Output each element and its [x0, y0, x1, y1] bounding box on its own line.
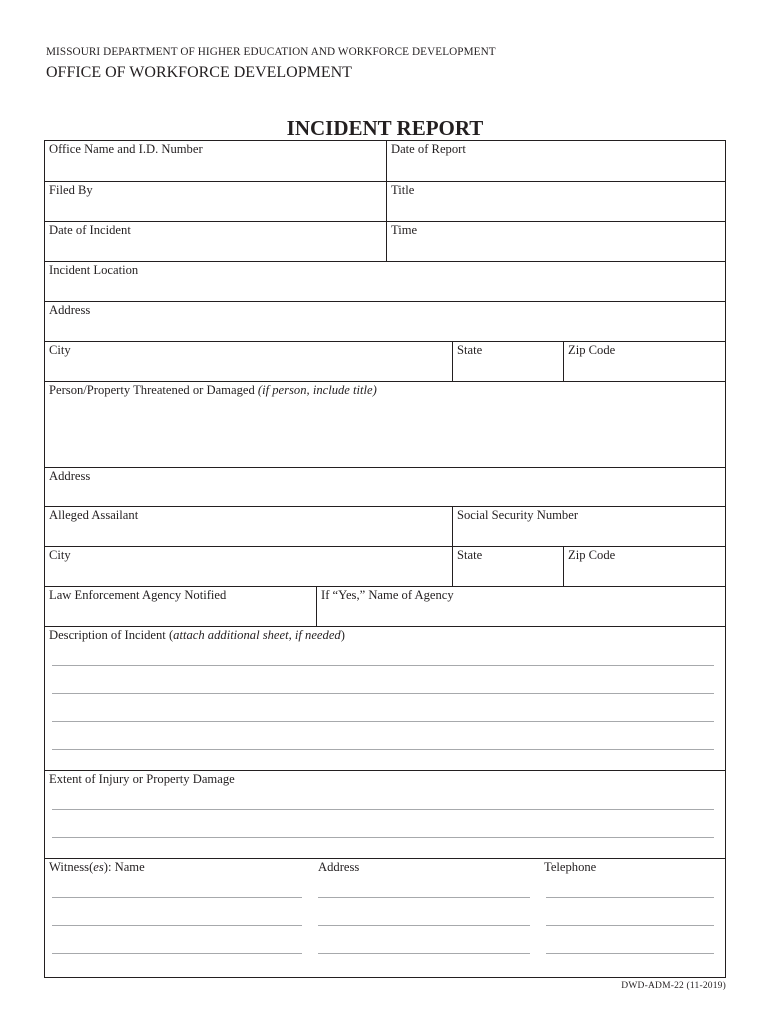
extent-label: Extent of Injury or Property Damage	[49, 772, 235, 786]
zip-code-label: Zip Code	[568, 343, 616, 357]
description-writing-line[interactable]	[52, 693, 714, 694]
witness-name-label	[49, 860, 145, 875]
witness-prefix: Witness(	[49, 860, 94, 874]
witness-telephone-line[interactable]	[546, 953, 714, 954]
agency-name-field[interactable]	[316, 587, 725, 626]
date-of-incident-label: Date of Incident	[49, 223, 131, 237]
person-property-label	[49, 383, 377, 398]
office-name-field[interactable]	[45, 141, 386, 181]
person-address-field[interactable]	[45, 468, 725, 507]
description-writing-line[interactable]	[52, 721, 714, 722]
date-of-report-field[interactable]	[386, 141, 725, 181]
assailant-city-label: City	[49, 548, 71, 562]
person-address-label: Address	[49, 469, 91, 483]
ssn-label: Social Security Number	[457, 508, 579, 522]
alleged-assailant-label: Alleged Assailant	[49, 508, 139, 522]
row-office	[45, 141, 725, 182]
filed-by-label: Filed By	[49, 183, 93, 197]
title-field[interactable]	[386, 182, 725, 221]
agency-name-label: If “Yes,” Name of Agency	[321, 588, 454, 602]
description-label	[49, 628, 345, 643]
row-filed-by	[45, 182, 725, 222]
witness-name-line[interactable]	[52, 953, 302, 954]
incident-location-field[interactable]	[45, 262, 725, 302]
time-label: Time	[391, 223, 418, 237]
person-property-field[interactable]	[45, 382, 725, 468]
witness-section	[45, 859, 725, 977]
row-city-2	[45, 547, 725, 587]
witness-address-line[interactable]	[318, 953, 530, 954]
witness-suffix: ): Name	[103, 860, 145, 874]
state-field[interactable]	[452, 342, 563, 381]
description-hint-open: (	[168, 628, 174, 642]
address-label: Address	[49, 303, 91, 317]
title-label: Title	[391, 183, 415, 197]
office-name-label: Office Name and I.D. Number	[49, 142, 203, 156]
witness-name-line[interactable]	[52, 897, 302, 898]
description-writing-line[interactable]	[52, 665, 714, 666]
assailant-state-label: State	[457, 548, 483, 562]
assailant-city-field[interactable]	[45, 547, 452, 586]
witness-name-line[interactable]	[52, 925, 302, 926]
row-law-enforcement	[45, 587, 725, 627]
witness-telephone-line[interactable]	[546, 897, 714, 898]
description-writing-line[interactable]	[52, 749, 714, 750]
office-heading: OFFICE OF WORKFORCE DEVELOPMENT	[46, 64, 352, 81]
form-title: INCIDENT REPORT	[286, 116, 484, 140]
description-text: Description of Incident	[49, 628, 169, 642]
person-property-text: Person/Property Threatened or Damaged	[49, 383, 258, 397]
time-field[interactable]	[386, 222, 725, 261]
row-city	[45, 342, 725, 382]
witness-telephone-label: Telephone	[544, 860, 597, 874]
extent-field[interactable]	[45, 771, 725, 859]
description-field[interactable]	[45, 627, 725, 771]
description-hint: attach additional sheet, if needed	[173, 628, 341, 642]
filed-by-field[interactable]	[45, 182, 386, 221]
description-hint-close: )	[340, 628, 345, 642]
assailant-zip-field[interactable]	[563, 547, 725, 586]
city-field[interactable]	[45, 342, 452, 381]
date-of-incident-field[interactable]	[45, 222, 386, 261]
alleged-assailant-field[interactable]	[45, 507, 452, 546]
witness-es: es	[93, 860, 104, 874]
extent-writing-line[interactable]	[52, 809, 714, 810]
form-code: DWD-ADM-22 (11-2019)	[621, 981, 726, 991]
ssn-field[interactable]	[452, 507, 725, 546]
state-label: State	[457, 343, 483, 357]
extent-writing-line[interactable]	[52, 837, 714, 838]
zip-code-field[interactable]	[563, 342, 725, 381]
assailant-state-field[interactable]	[452, 547, 563, 586]
city-label: City	[49, 343, 71, 357]
agency-heading: MISSOURI DEPARTMENT OF HIGHER EDUCATION AND WORKFORCE DEVELOPMENT	[46, 46, 496, 58]
law-enforcement-label: Law Enforcement Agency Notified	[49, 588, 227, 602]
witness-telephone-line[interactable]	[546, 925, 714, 926]
witness-address-line[interactable]	[318, 897, 530, 898]
witness-address-line[interactable]	[318, 925, 530, 926]
incident-location-label: Incident Location	[49, 263, 139, 277]
person-property-hint: (if person, include title)	[257, 383, 377, 397]
row-assailant	[45, 507, 725, 547]
incident-form	[44, 140, 726, 978]
law-enforcement-field[interactable]	[45, 587, 316, 626]
address-field[interactable]	[45, 302, 725, 342]
row-date-incident	[45, 222, 725, 262]
witness-address-label: Address	[318, 860, 360, 874]
date-of-report-label: Date of Report	[391, 142, 466, 156]
assailant-zip-label: Zip Code	[568, 548, 616, 562]
